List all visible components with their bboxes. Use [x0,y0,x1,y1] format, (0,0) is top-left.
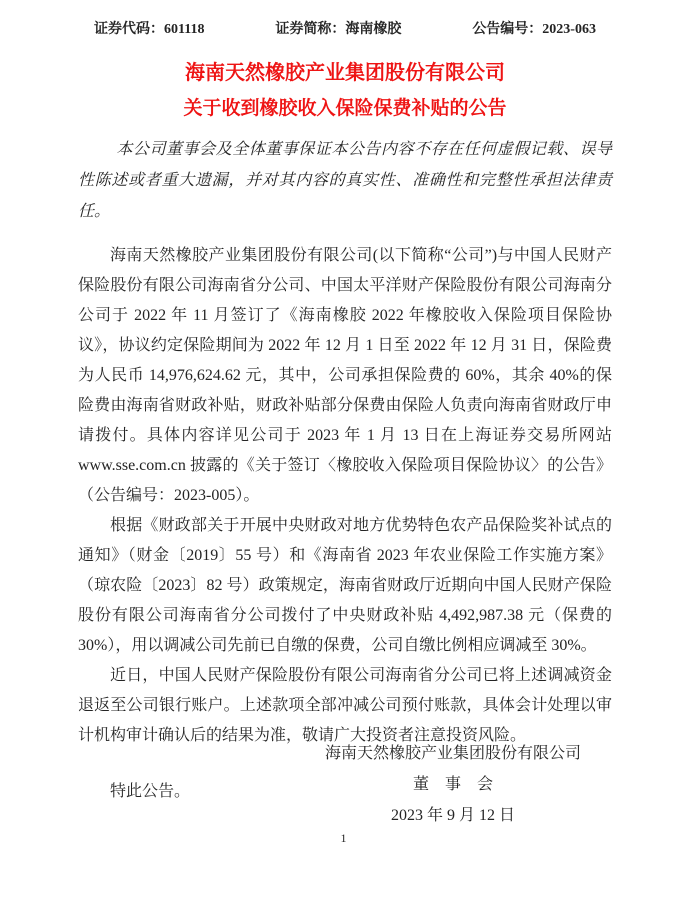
page-subtitle: 关于收到橡胶收入保险保费补贴的公告 [183,98,507,119]
securities-header [78,14,612,40]
announcement-number: 公告编号：2023-063 [472,22,596,37]
closing-note: 特此公告。 [110,783,191,800]
signature-company: 海南天然橡胶产业集团股份有限公司 [324,745,581,762]
announcement-body [78,241,612,807]
board-statement: 本公司董事会及全体董事保证本公告内容不存在任何虚假记载、误导性陈述或者重大遗漏，并对其内容的真实性、准确性和完整性承担法律责任。 [78,141,612,220]
signature-block [325,738,581,831]
page-number: 1 [340,831,347,845]
stock-short-name: 证券简称：海南橡胶 [275,22,402,37]
signature-board: 董 事 会 [412,776,493,793]
page-title: 海南天然橡胶产业集团股份有限公司 [185,62,505,84]
body-paragraph-2: 根据《财政部关于开展中央财政对地方优势特色农产品保险奖补试点的通知》（财金〔2019〕55 号）和《海南省 2023 年农业保险工作实施方案》（琼农险〔2023〕82 号）政策规定，海南省财政厅近期向中国人民财产保险股份有限公司海南省分公司拨付了中央财政补贴 4,492,987.38 元（保费的 30%），用以调减公司先前已自缴的保费，公司自缴比例相应调减至 30%。 [78,517,612,654]
body-paragraph-3: 近日，中国人民财产保险股份有限公司海南省分公司已将上述调减资金退返至公司银行账户。上述款项全部冲减公司预付账款，具体会计处理以审计机构审计确认后的结果为准，敬请广大投资者注意投资风险。 [78,667,612,744]
stock-code: 证券代码：601118 [94,22,205,37]
body-paragraph-1: 海南天然橡胶产业集团股份有限公司(以下简称“公司”)与中国人民财产保险股份有限公司海南省分公司、中国太平洋财产保险股份有限公司海南分公司于 2022 年 11 月签订了《海南橡胶 2022 年橡胶收入保险项目保险协议》，协议约定保险期间为 2022 年 12 月 1 日至 2022 年 12 月 31 日，保险费为人民币 14,976,624.62 元，其中，公司承担保险费的 60%，其余 40%的保险费由海南省财政补贴，财政补贴部分保费由保险人负责向海南省财政厅申请拨付。具体内容详见公司于 2023 年 1 月 13 日在上海证券交易所网站 www.sse.com.cn 披露的《关于签订〈橡胶收入保险项目保险协议〉的公告》（公告编号：2023-005）。 [78,247,612,504]
signature-date: 2023 年 9 月 12 日 [390,807,515,824]
